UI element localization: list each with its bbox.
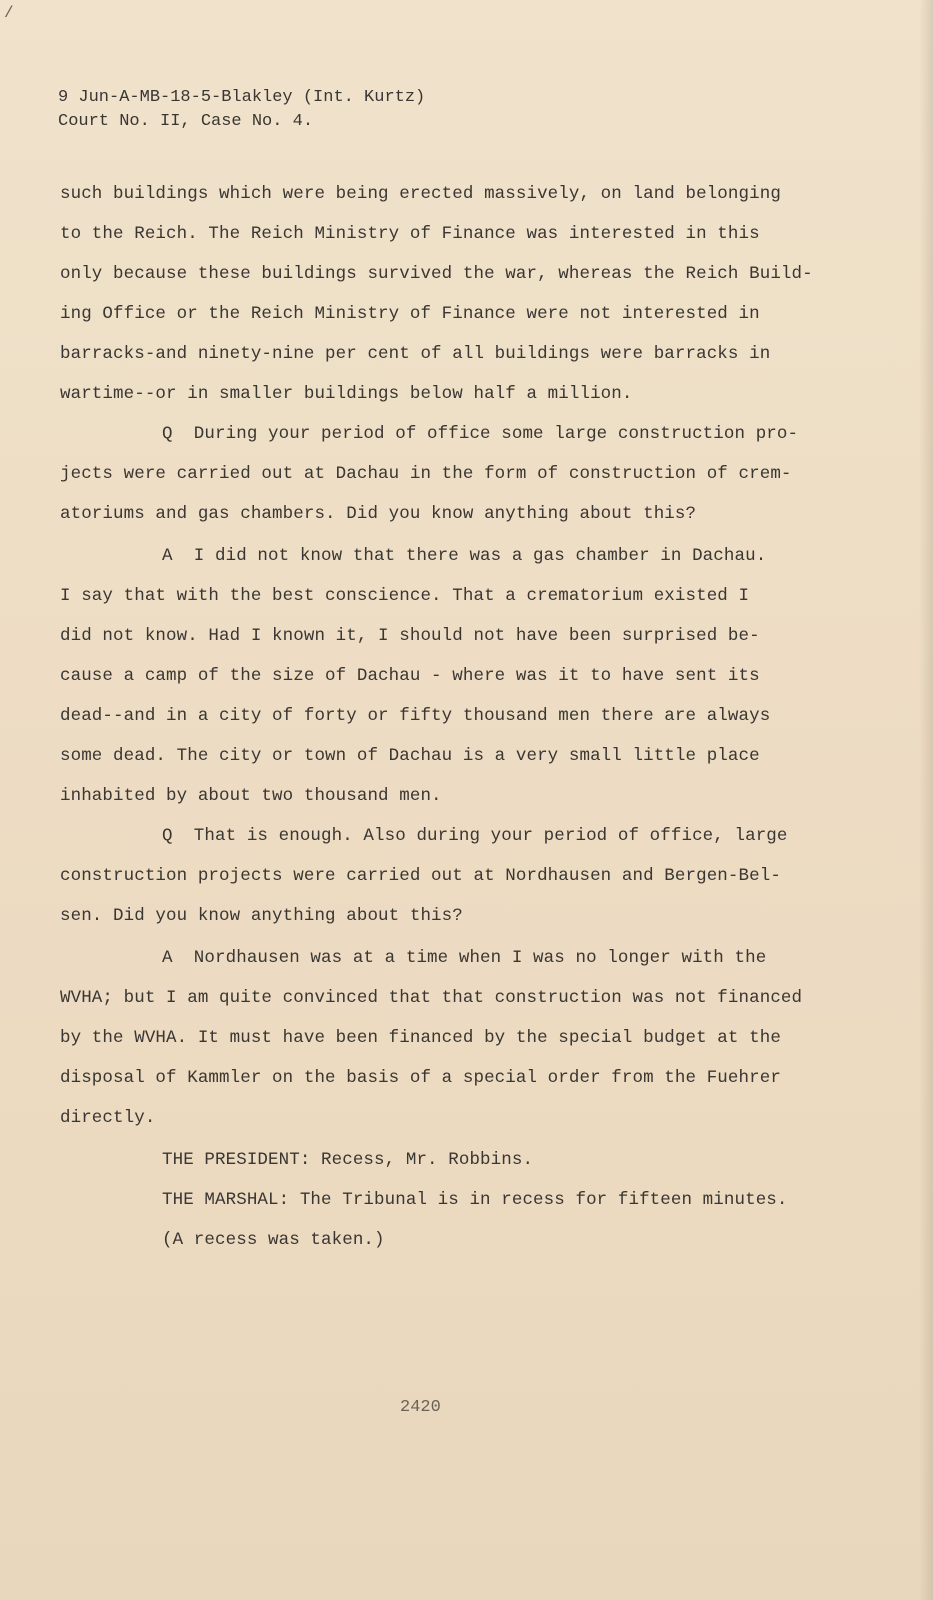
answer-line: A I did not know that there was a gas chamber in Dachau. bbox=[162, 546, 767, 566]
body-line: ing Office or the Reich Ministry of Finance were not interested in bbox=[60, 304, 760, 324]
body-line: cause a camp of the size of Dachau - where was it to have sent its bbox=[60, 666, 760, 686]
body-line: WVHA; but I am quite convinced that that construction was not financed bbox=[60, 988, 803, 1008]
header-line-case: Court No. II, Case No. 4. bbox=[58, 112, 314, 131]
document-header bbox=[58, 86, 425, 134]
body-line: by the WVHA. It must have been financed by the special budget at the bbox=[60, 1028, 781, 1048]
body-line: sen. Did you know anything about this? bbox=[60, 906, 463, 926]
body-line: I say that with the best conscience. That a crematorium existed I bbox=[60, 586, 750, 606]
body-line: only because these buildings survived the war, whereas the Reich Build- bbox=[60, 264, 813, 284]
president-statement: THE PRESIDENT: Recess, Mr. Robbins. bbox=[162, 1150, 534, 1170]
margin-mark: / bbox=[4, 4, 14, 22]
body-line: construction projects were carried out at Nordhausen and Bergen-Bel- bbox=[60, 866, 781, 886]
recess-note: (A recess was taken.) bbox=[162, 1230, 385, 1250]
body-line: some dead. The city or town of Dachau is a very small little place bbox=[60, 746, 760, 766]
body-line: inhabited by about two thousand men. bbox=[60, 786, 442, 806]
question-line: Q During your period of office some large construction pro- bbox=[162, 424, 799, 444]
question-line: Q That is enough. Also during your period of office, large bbox=[162, 826, 788, 846]
page-edge-shadow bbox=[919, 0, 933, 1600]
body-line: did not know. Had I known it, I should not have been surprised be- bbox=[60, 626, 760, 646]
body-line: to the Reich. The Reich Ministry of Finance was interested in this bbox=[60, 224, 760, 244]
answer-line: A Nordhausen was at a time when I was no longer with the bbox=[162, 948, 767, 968]
header-line-session: 9 Jun-A-MB-18-5-Blakley (Int. Kurtz) bbox=[58, 88, 426, 107]
page-number: 2420 bbox=[400, 1398, 441, 1417]
body-line: dead--and in a city of forty or fifty thousand men there are always bbox=[60, 706, 771, 726]
body-line: atoriums and gas chambers. Did you know anything about this? bbox=[60, 504, 697, 524]
body-line: directly. bbox=[60, 1108, 156, 1128]
marshal-statement: THE MARSHAL: The Tribunal is in recess for fifteen minutes. bbox=[162, 1190, 788, 1210]
body-line: wartime--or in smaller buildings below half a million. bbox=[60, 384, 633, 404]
body-line: jects were carried out at Dachau in the form of construction of crem- bbox=[60, 464, 792, 484]
body-line: such buildings which were being erected massively, on land belonging bbox=[60, 184, 781, 204]
body-line: barracks-and ninety-nine per cent of all buildings were barracks in bbox=[60, 344, 771, 364]
body-line: disposal of Kammler on the basis of a special order from the Fuehrer bbox=[60, 1068, 781, 1088]
